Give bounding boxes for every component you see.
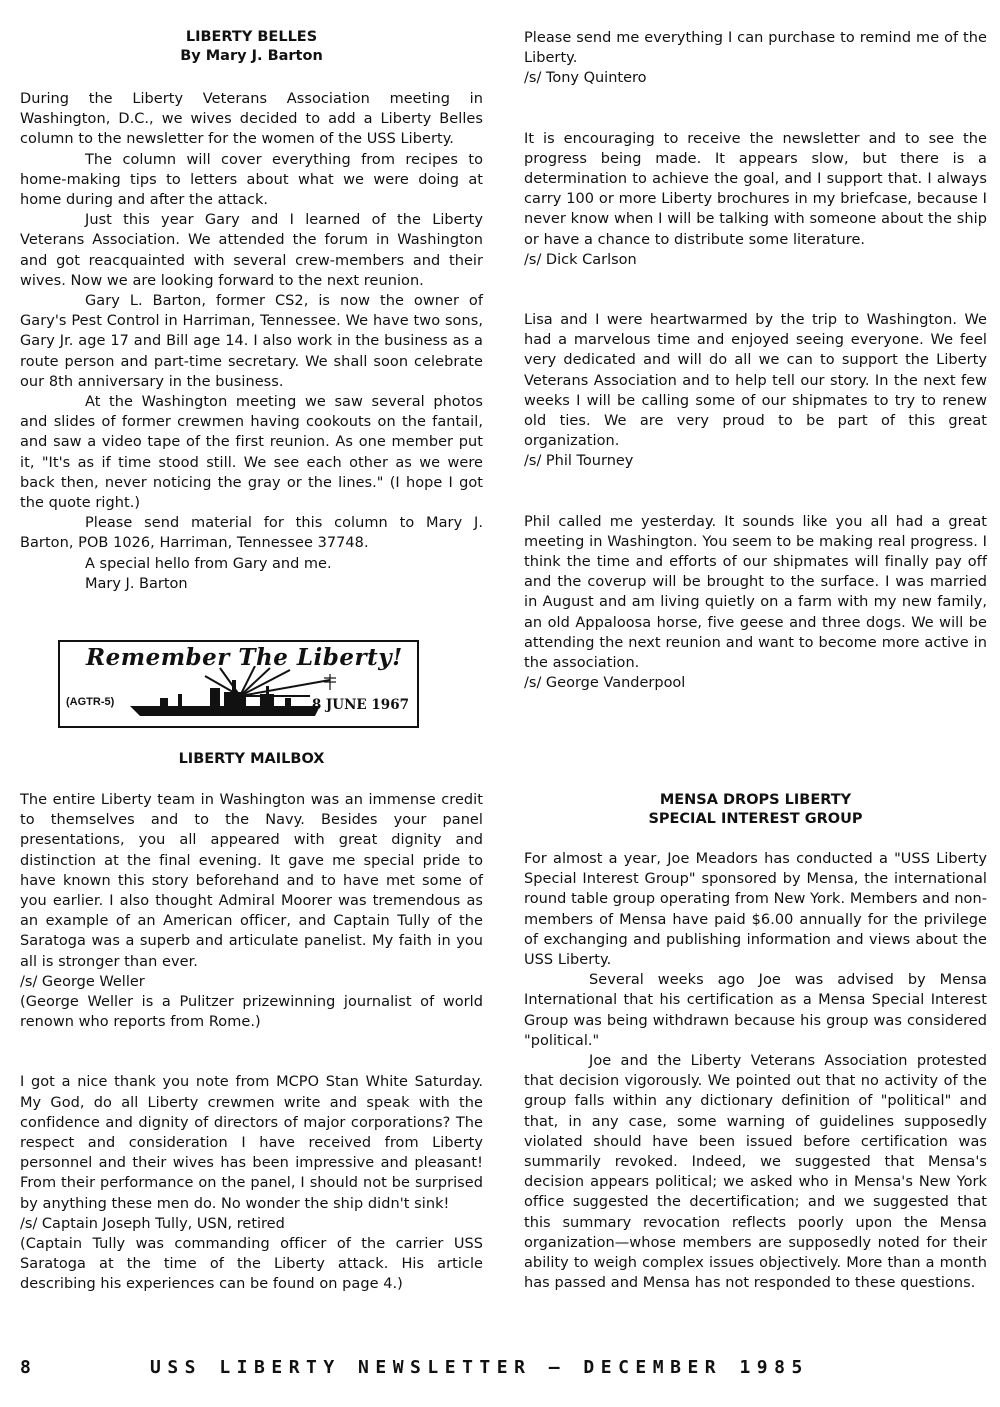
mensa-paragraph: Several weeks ago Joe was advised by Mensa International that his certification as a Mensa Special Interest Group was being withdrawn because his group was considered "political.": [524, 972, 987, 1049]
belles-paragraph: The column will cover everything from recipes to home-making tips to letters about what we were doing at home during and after the attack.: [20, 151, 483, 209]
belles-paragraph: Gary L. Barton, former CS2, is now the owner of Gary's Pest Control in Harriman, Tennessee. We have two sons, Gary Jr. age 17 and Bill age 14. I also work in the business as a route person and part-time secretary. We shall soon celebrate our 8th anniversary in the business.: [20, 293, 483, 390]
mensa-title-line2: SPECIAL INTEREST GROUP: [648, 811, 863, 827]
banner-title: Remember The Liberty!: [86, 644, 403, 671]
belles-paragraph: During the Liberty Veterans Association meeting in Washington, D.C., we wives decided to add a Liberty Belles column to the newsletter for the women of the USS Liberty.: [20, 91, 483, 148]
ship-silhouette-icon: [120, 666, 340, 718]
belles-closing: A special hello from Gary and me.: [85, 555, 332, 572]
tully-note: (Captain Tully was commanding officer of the carrier USS Saratoga at the time of the Liberty attack. His article describing his experiences can be found on page 4.): [20, 1236, 483, 1293]
newsletter-footer-title: USS LIBERTY NEWSLETTER – DECEMBER 1985: [150, 1357, 809, 1378]
tourney-letter: Lisa and I were heartwarmed by the trip to Washington. We had a marvelous time and enjoyed seeing everyone. We feel very dedicated and will do all we can to support the Liberty Veterans Association and to help tell our story. In the next few weeks I will be calling some of our shipmates to try to renew old ties. We are very proud to be part of this great organization.: [524, 312, 987, 450]
belles-paragraph: Please send material for this column to Mary J. Barton, POB 1026, Harriman, Tennessee 37748.: [20, 515, 483, 552]
mensa-article: [524, 791, 987, 1293]
liberty-belles-column: [20, 28, 483, 594]
page-number: 8: [20, 1357, 31, 1378]
weller-letter: The entire Liberty team in Washington was an immense credit to themselves and to the Navy. Besides your panel presentations, you all appeared with great dignity and distinction at the final evening. It gave me special pride to have known this story beforehand and to have met some of you earlier. I also thought Admiral Moorer was tremendous as an example of an American officer, and Captain Tully of the Saratoga was a superb and articulate panelist. My faith in you all is stronger than ever.: [20, 792, 483, 970]
quintero-signature: /s/ Tony Quintero: [524, 70, 647, 87]
tully-letter: I got a nice thank you note from MCPO Stan White Saturday. My God, do all Liberty crewmen write and speak with the confidence and dignity of directors of major corporations? The respect and consideration I have received from Liberty personnel and their wives has been impressive and pleasant! From their performance on the panel, I should not be surprised by anything these men do. No wonder the ship didn't sink!: [20, 1074, 483, 1212]
vanderpool-letter: Phil called me yesterday. It sounds like you all had a great meeting in Washington. You seem to be making real progress. I think the time and efforts of our shipmates will finally pay off and the coverup will be brought to the surface. I was married in August and am living quietly on a farm with my new family, an old Appaloosa horse, five geese and three dogs. We will be attending the next reunion and want to become more active in the association.: [524, 513, 987, 672]
carlson-signature: /s/ Dick Carlson: [524, 251, 637, 268]
tully-signature: /s/ Captain Joseph Tully, USN, retired: [20, 1215, 285, 1232]
mailbox-title: LIBERTY MAILBOX: [178, 751, 325, 767]
banner-hull-number: (AGTR-5): [66, 696, 115, 708]
mensa-title-line1: MENSA DROPS LIBERTY: [659, 792, 852, 808]
belles-title: LIBERTY BELLES: [185, 29, 318, 45]
carlson-letter: It is encouraging to receive the newsletter and to see the progress being made. It appears slow, but there is a determination to achieve the goal, and I support that. I always carry 100 or more Liberty brochures in my briefcase, because I never know when I will be talking with someone about the ship or have a chance to distribute some literature.: [524, 130, 987, 248]
remember-the-liberty-banner: [58, 640, 419, 728]
liberty-mailbox-section: [20, 790, 483, 1295]
mensa-paragraph: Joe and the Liberty Veterans Association protested that decision vigorously. We pointed out that no activity of the group falls within any dictionary definition of "political" and that, in any case, some warning of guidelines supposedly violated should have been issued before certification was summarily revoked. Indeed, we suggested that Mensa's decision appears political; we asked who in Mensa's New York office suggested the decertification; and we suggested that this summary revocation reflects poorly upon the Mensa organization—whose members are supposedly noted for their ability to weigh complex issues objectively. More than a month has passed and Mensa has not responded to these questions.: [524, 1053, 987, 1292]
quintero-letter: Please send me everything I can purchase to remind me of the Liberty.: [524, 30, 987, 67]
mensa-paragraph: For almost a year, Joe Meadors has conducted a "USS Liberty Special Interest Group" sponsored by Mensa, the international round table group operating from New York. Members and non-members of Mensa have paid $6.00 annually for the privilege of exchanging and publishing information and views about the USS Liberty.: [524, 851, 987, 969]
weller-note: (George Weller is a Pulitzer prizewinning journalist of world renown who reports from Rome.): [20, 994, 483, 1031]
belles-paragraph: Just this year Gary and I learned of the Liberty Veterans Association. We attended the forum in Washington and got reacquainted with several crew-members and their wives. Now we are looking forward to the next reunion.: [20, 212, 483, 289]
belles-signature: Mary J. Barton: [85, 575, 188, 592]
letters-column: [524, 28, 987, 693]
weller-signature: /s/ George Weller: [20, 973, 145, 990]
belles-byline: By Mary J. Barton: [180, 48, 323, 64]
vanderpool-signature: /s/ George Vanderpool: [524, 675, 686, 692]
belles-paragraph: At the Washington meeting we saw several photos and slides of former crewmen having cookouts on the fantail, and saw a video tape of the first reunion. As one member put it, "It's as if time stood still. We see each other as we were back then, never noticing the gray or the lines." (I hope I got the quote right.): [20, 394, 483, 512]
tourney-signature: /s/ Phil Tourney: [524, 453, 634, 470]
banner-date: 8 JUNE 1967: [311, 697, 409, 713]
